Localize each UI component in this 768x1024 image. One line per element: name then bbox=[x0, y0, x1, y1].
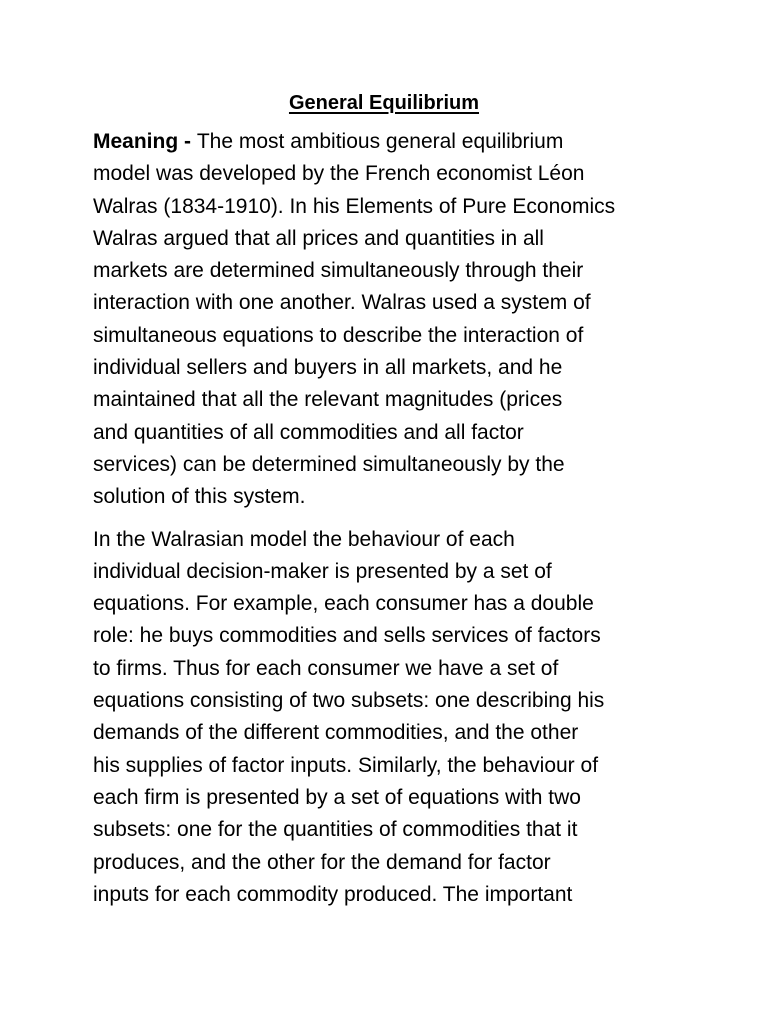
paragraph-line: each firm is presented by a set of equations with two bbox=[93, 785, 581, 809]
document-body bbox=[93, 126, 683, 911]
paragraph-line: individual decision-maker is presented by a set of bbox=[93, 559, 552, 583]
paragraph-line: Walras argued that all prices and quantities in all bbox=[93, 226, 544, 250]
paragraph-line: Walras (1834-1910). In his Elements of Pure Economics bbox=[93, 194, 616, 218]
paragraph-line: solution of this system. bbox=[93, 485, 306, 509]
paragraph-spacer bbox=[93, 514, 683, 524]
paragraph-line: equations. For example, each consumer has a double bbox=[93, 592, 594, 616]
paragraph-line: interaction with one another. Walras used a system of bbox=[93, 291, 591, 315]
paragraph-line: demands of the different commodities, and the other bbox=[93, 721, 579, 745]
paragraph-line: produces, and the other for the demand for factor bbox=[93, 850, 551, 874]
meaning-label: Meaning - bbox=[93, 130, 197, 153]
paragraph-line: maintained that all the relevant magnitudes (prices bbox=[93, 388, 563, 412]
paragraph-line: equations consisting of two subsets: one describing his bbox=[93, 689, 605, 713]
paragraph-line: and quantities of all commodities and all factor bbox=[93, 420, 524, 444]
paragraph-meaning bbox=[93, 126, 683, 514]
paragraph-line: In the Walrasian model the behaviour of each bbox=[93, 527, 515, 551]
paragraph-line: markets are determined simultaneously through their bbox=[93, 259, 584, 283]
paragraph-walrasian-model bbox=[93, 524, 683, 912]
paragraph-line-text: The most ambitious general equilibrium bbox=[196, 130, 564, 153]
paragraph-line bbox=[93, 126, 683, 158]
paragraph-line: his supplies of factor inputs. Similarly, the behaviour of bbox=[93, 753, 599, 777]
paragraph-line: individual sellers and buyers in all markets, and he bbox=[93, 356, 563, 380]
paragraph-line: services) can be determined simultaneously by the bbox=[93, 452, 565, 476]
paragraph-line: model was developed by the French economist Léon bbox=[93, 162, 585, 186]
paragraph-line: simultaneous equations to describe the interaction of bbox=[93, 323, 584, 347]
document-title: General Equilibrium bbox=[288, 92, 480, 114]
paragraph-line: role: he buys commodities and sells services of factors bbox=[93, 624, 601, 648]
paragraph-line: inputs for each commodity produced. The important bbox=[93, 882, 573, 906]
paragraph-line: subsets: one for the quantities of commodities that it bbox=[93, 818, 578, 842]
paragraph-line: to firms. Thus for each consumer we have a set of bbox=[93, 656, 559, 680]
